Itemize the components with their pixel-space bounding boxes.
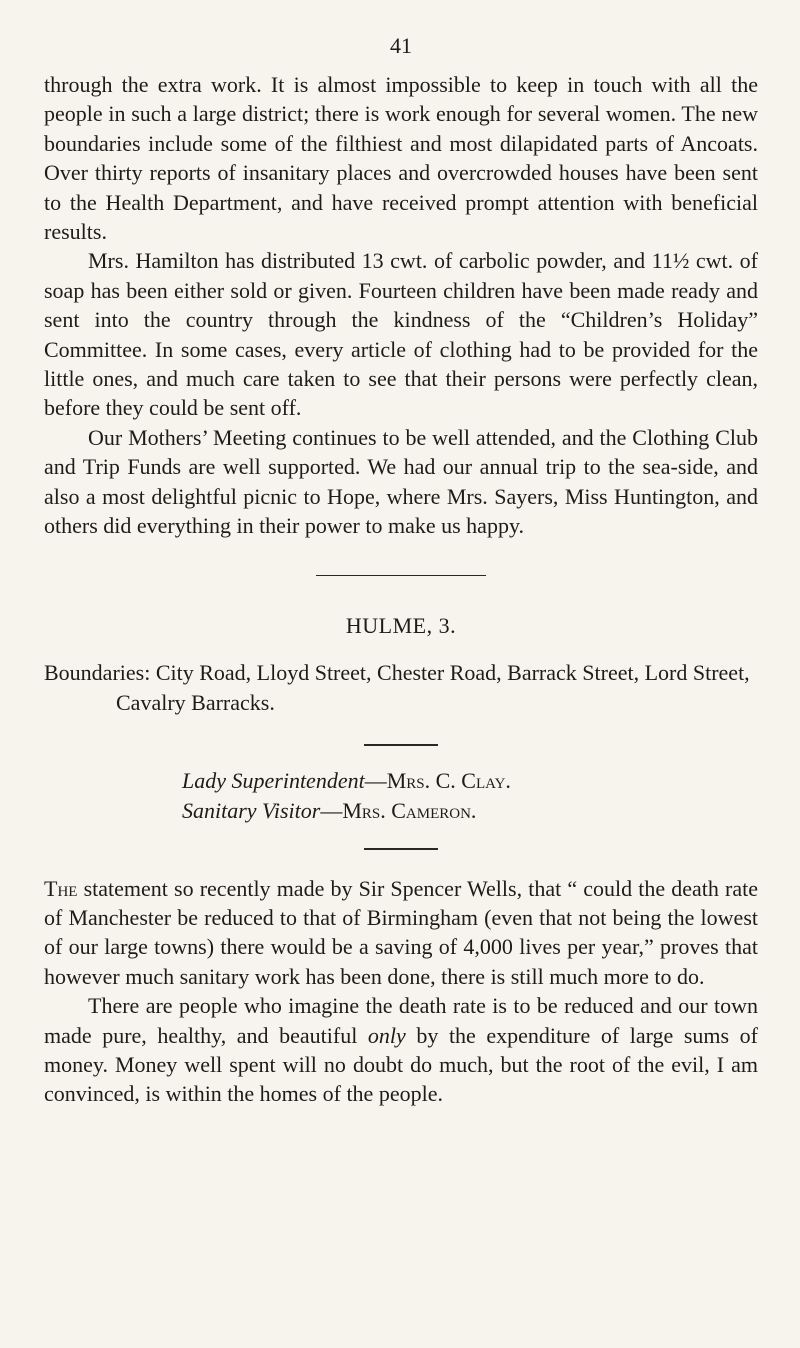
paragraph-body: statement so recently made by Sir Spencer Wells, that “ could the death rate of Manchester be reduced to that of Birmingham (even that not being the lowest of our large towns) there would be a saving of 4,000 lives per year,” proves that however much sanitary work has been done, there is still much more to do. — [44, 875, 758, 989]
staff-sanitary-visitor: Sanitary Visitor—Mrs. Cameron. — [182, 797, 477, 823]
emphasis-only: only — [367, 1022, 406, 1048]
paragraph-root-of-evil — [44, 991, 758, 1109]
paragraph-mrs-hamilton: Mrs. Hamilton has distributed 13 cwt. of carbolic powder, and 11½ cwt. of soap has been either sold or given. Fourteen children have been made ready and sent into the country through the kindness of the “Children’s Holiday” Committee. In some cases, every article of clothing had to be provided for the little ones, and much care taken to see that their persons were perfectly clean, before they could be sent off. — [44, 248, 758, 421]
paragraph-mothers-meeting: Our Mothers’ Meeting continues to be well attended, and the Clothing Club and Trip Funds are well supported. We had our annual trip to the sea-side, and also a most delightful picnic to Hope, where Mrs. Sayers, Miss Huntington, and others did everything in their power to make us happy. — [44, 424, 758, 539]
staff-role: Sanitary Visitor — [182, 797, 321, 823]
page-number: 41 — [390, 33, 412, 58]
staff-divider-top — [364, 744, 438, 746]
section-heading: HULME, 3. — [345, 612, 457, 638]
staff-name: Mrs. Cameron. — [342, 797, 477, 823]
staff-divider-bottom — [364, 848, 438, 850]
paragraph-lead-word: The — [44, 875, 78, 901]
section-divider — [316, 575, 486, 576]
staff-role: Lady Superintendent — [182, 767, 365, 793]
paragraph-body: There are people who imagine the death rate is to be reduced and our town made pure, healthy, and beautiful — [44, 993, 758, 1048]
paragraph-body: by the expenditure of large sums of money. Money well spent will no doubt do much, but the root of the evil, I am convinced, is within the homes of the people. — [44, 1022, 759, 1107]
boundaries-text: Boundaries: City Road, Lloyd Street, Chester Road, Barrack Street, Lord Street, Cavalry Barracks. — [44, 659, 750, 715]
paragraph-ancoats-work: through the extra work. It is almost impossible to keep in touch with all the people in such a large district; there is work enough for several women. The new boundaries include some of the filthiest and most dilapidated parts of Ancoats. Over thirty reports of insanitary places and overcrowded houses have been sent to the Health Department, and have received prompt attention with beneficial results. — [44, 72, 758, 245]
staff-lady-superintendent: Lady Superintendent—Mrs. C. Clay. — [182, 767, 511, 793]
staff-name: Mrs. C. Clay. — [386, 767, 511, 793]
paragraph-spencer-wells — [44, 874, 758, 992]
